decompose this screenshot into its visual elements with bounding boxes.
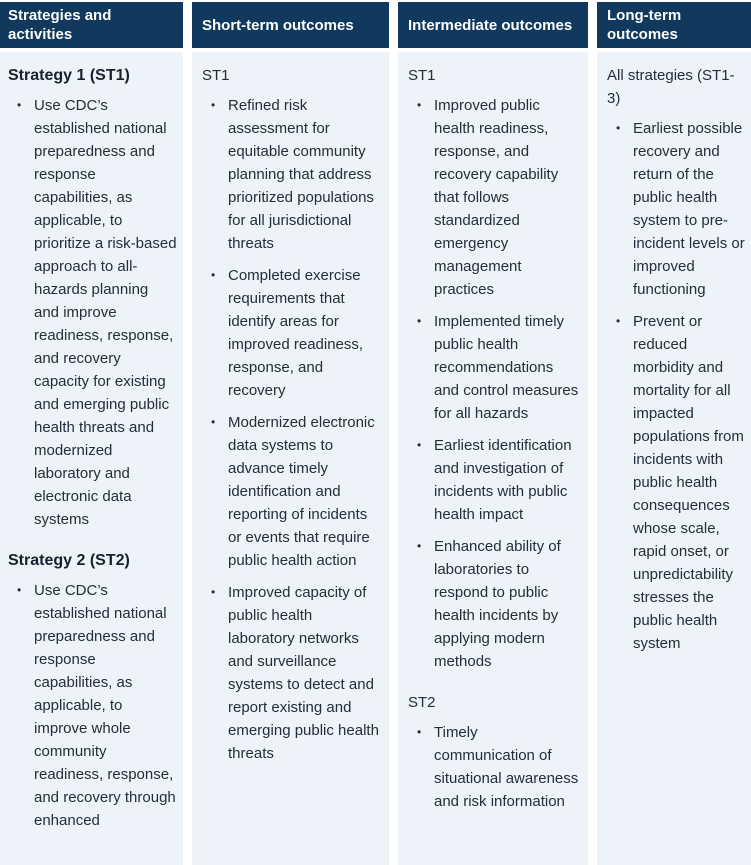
bullet-item <box>202 94 383 255</box>
bullet-item <box>202 264 383 402</box>
bullet-text: Earliest identification and investigation of incidents with public health impact <box>434 437 572 523</box>
bullet-text: Use CDC’s established national preparedness and response capabilities, as applicable, to improve whole community readiness, response, and recovery through enhanced <box>34 582 176 829</box>
column-header <box>398 2 588 48</box>
bullet-list <box>202 94 383 765</box>
bullet-list <box>408 721 582 813</box>
column-header <box>192 2 389 48</box>
bullet-text: Use CDC’s established national preparedness and response capabilities, as applicable, to prioritize a risk-based approach to all-hazards planning and improve readiness, response, and recovery capacity for existing and emerging public health threats and modernized laboratory and electronic data systems <box>34 97 177 528</box>
column-header-label: Strategies and activities <box>8 7 112 43</box>
section-label: Strategy 1 (ST1) <box>8 67 130 84</box>
section-label: All strategies (ST1-3) <box>607 67 735 107</box>
bullet-text: Implemented timely public health recommendations and control measures for all hazards <box>434 313 579 422</box>
column-body <box>597 52 751 865</box>
section-st2 <box>408 691 582 813</box>
column-short-term-outcomes <box>192 2 389 865</box>
bullet-item <box>408 94 582 301</box>
bullet-item <box>408 310 582 425</box>
section-label: Strategy 2 (ST2) <box>8 552 130 569</box>
bullet-item <box>202 411 383 572</box>
bullet-list <box>607 117 745 655</box>
bullet-item <box>607 117 745 301</box>
column-body <box>192 52 389 865</box>
section-label: ST1 <box>202 67 230 84</box>
column-intermediate-outcomes <box>398 2 588 865</box>
bullet-item <box>408 535 582 673</box>
column-header-label: Intermediate outcomes <box>408 16 573 34</box>
bullet-list <box>408 94 582 673</box>
bullet-list <box>8 579 177 832</box>
column-long-term-outcomes <box>597 2 751 865</box>
bullet-item <box>202 581 383 765</box>
bullet-text: Timely communication of situational awareness and risk information <box>434 724 579 810</box>
bullet-item <box>8 579 177 832</box>
section-strategy-2-st2 <box>8 549 177 832</box>
bullet-text: Prevent or reduced morbidity and mortality for all impacted populations from incidents with public health consequences whose scale, rapid onset, or unpredictability stresses the public health system <box>633 313 744 652</box>
column-body <box>398 52 588 865</box>
column-body <box>0 52 183 865</box>
column-header <box>597 2 751 48</box>
column-header-label: Long-term outcomes <box>607 7 682 43</box>
section-st1 <box>202 64 383 765</box>
bullet-list <box>8 94 177 531</box>
bullet-text: Modernized electronic data systems to advance timely identification and reporting of incidents or events that require public health action <box>228 414 375 569</box>
section-strategy-1-st1 <box>8 64 177 531</box>
column-strategies-and-activities <box>0 2 183 865</box>
bullet-text: Improved public health readiness, response, and recovery capability that follows standardized emergency management practices <box>434 97 559 298</box>
bullet-text: Improved capacity of public health laboratory networks and surveillance systems to detect and report existing and emerging public health threats <box>228 584 379 762</box>
column-header-label: Short-term outcomes <box>202 16 354 34</box>
bullet-item <box>408 721 582 813</box>
section-label: ST1 <box>408 67 436 84</box>
outcomes-table <box>0 2 751 865</box>
section-st1 <box>408 64 582 673</box>
section-label: ST2 <box>408 694 436 711</box>
bullet-text: Completed exercise requirements that identify areas for improved readiness, response, and recovery <box>228 267 364 399</box>
bullet-item <box>607 310 745 655</box>
bullet-text: Refined risk assessment for equitable community planning that address prioritized populations for all jurisdictional threats <box>228 97 374 252</box>
section-all-strategies-st1-3 <box>607 64 745 655</box>
bullet-text: Earliest possible recovery and return of the public health system to pre-incident levels or improved functioning <box>633 120 745 298</box>
bullet-text: Enhanced ability of laboratories to respond to public health incidents by applying modern methods <box>434 538 561 670</box>
column-header <box>0 2 183 48</box>
bullet-item <box>408 434 582 526</box>
bullet-item <box>8 94 177 531</box>
